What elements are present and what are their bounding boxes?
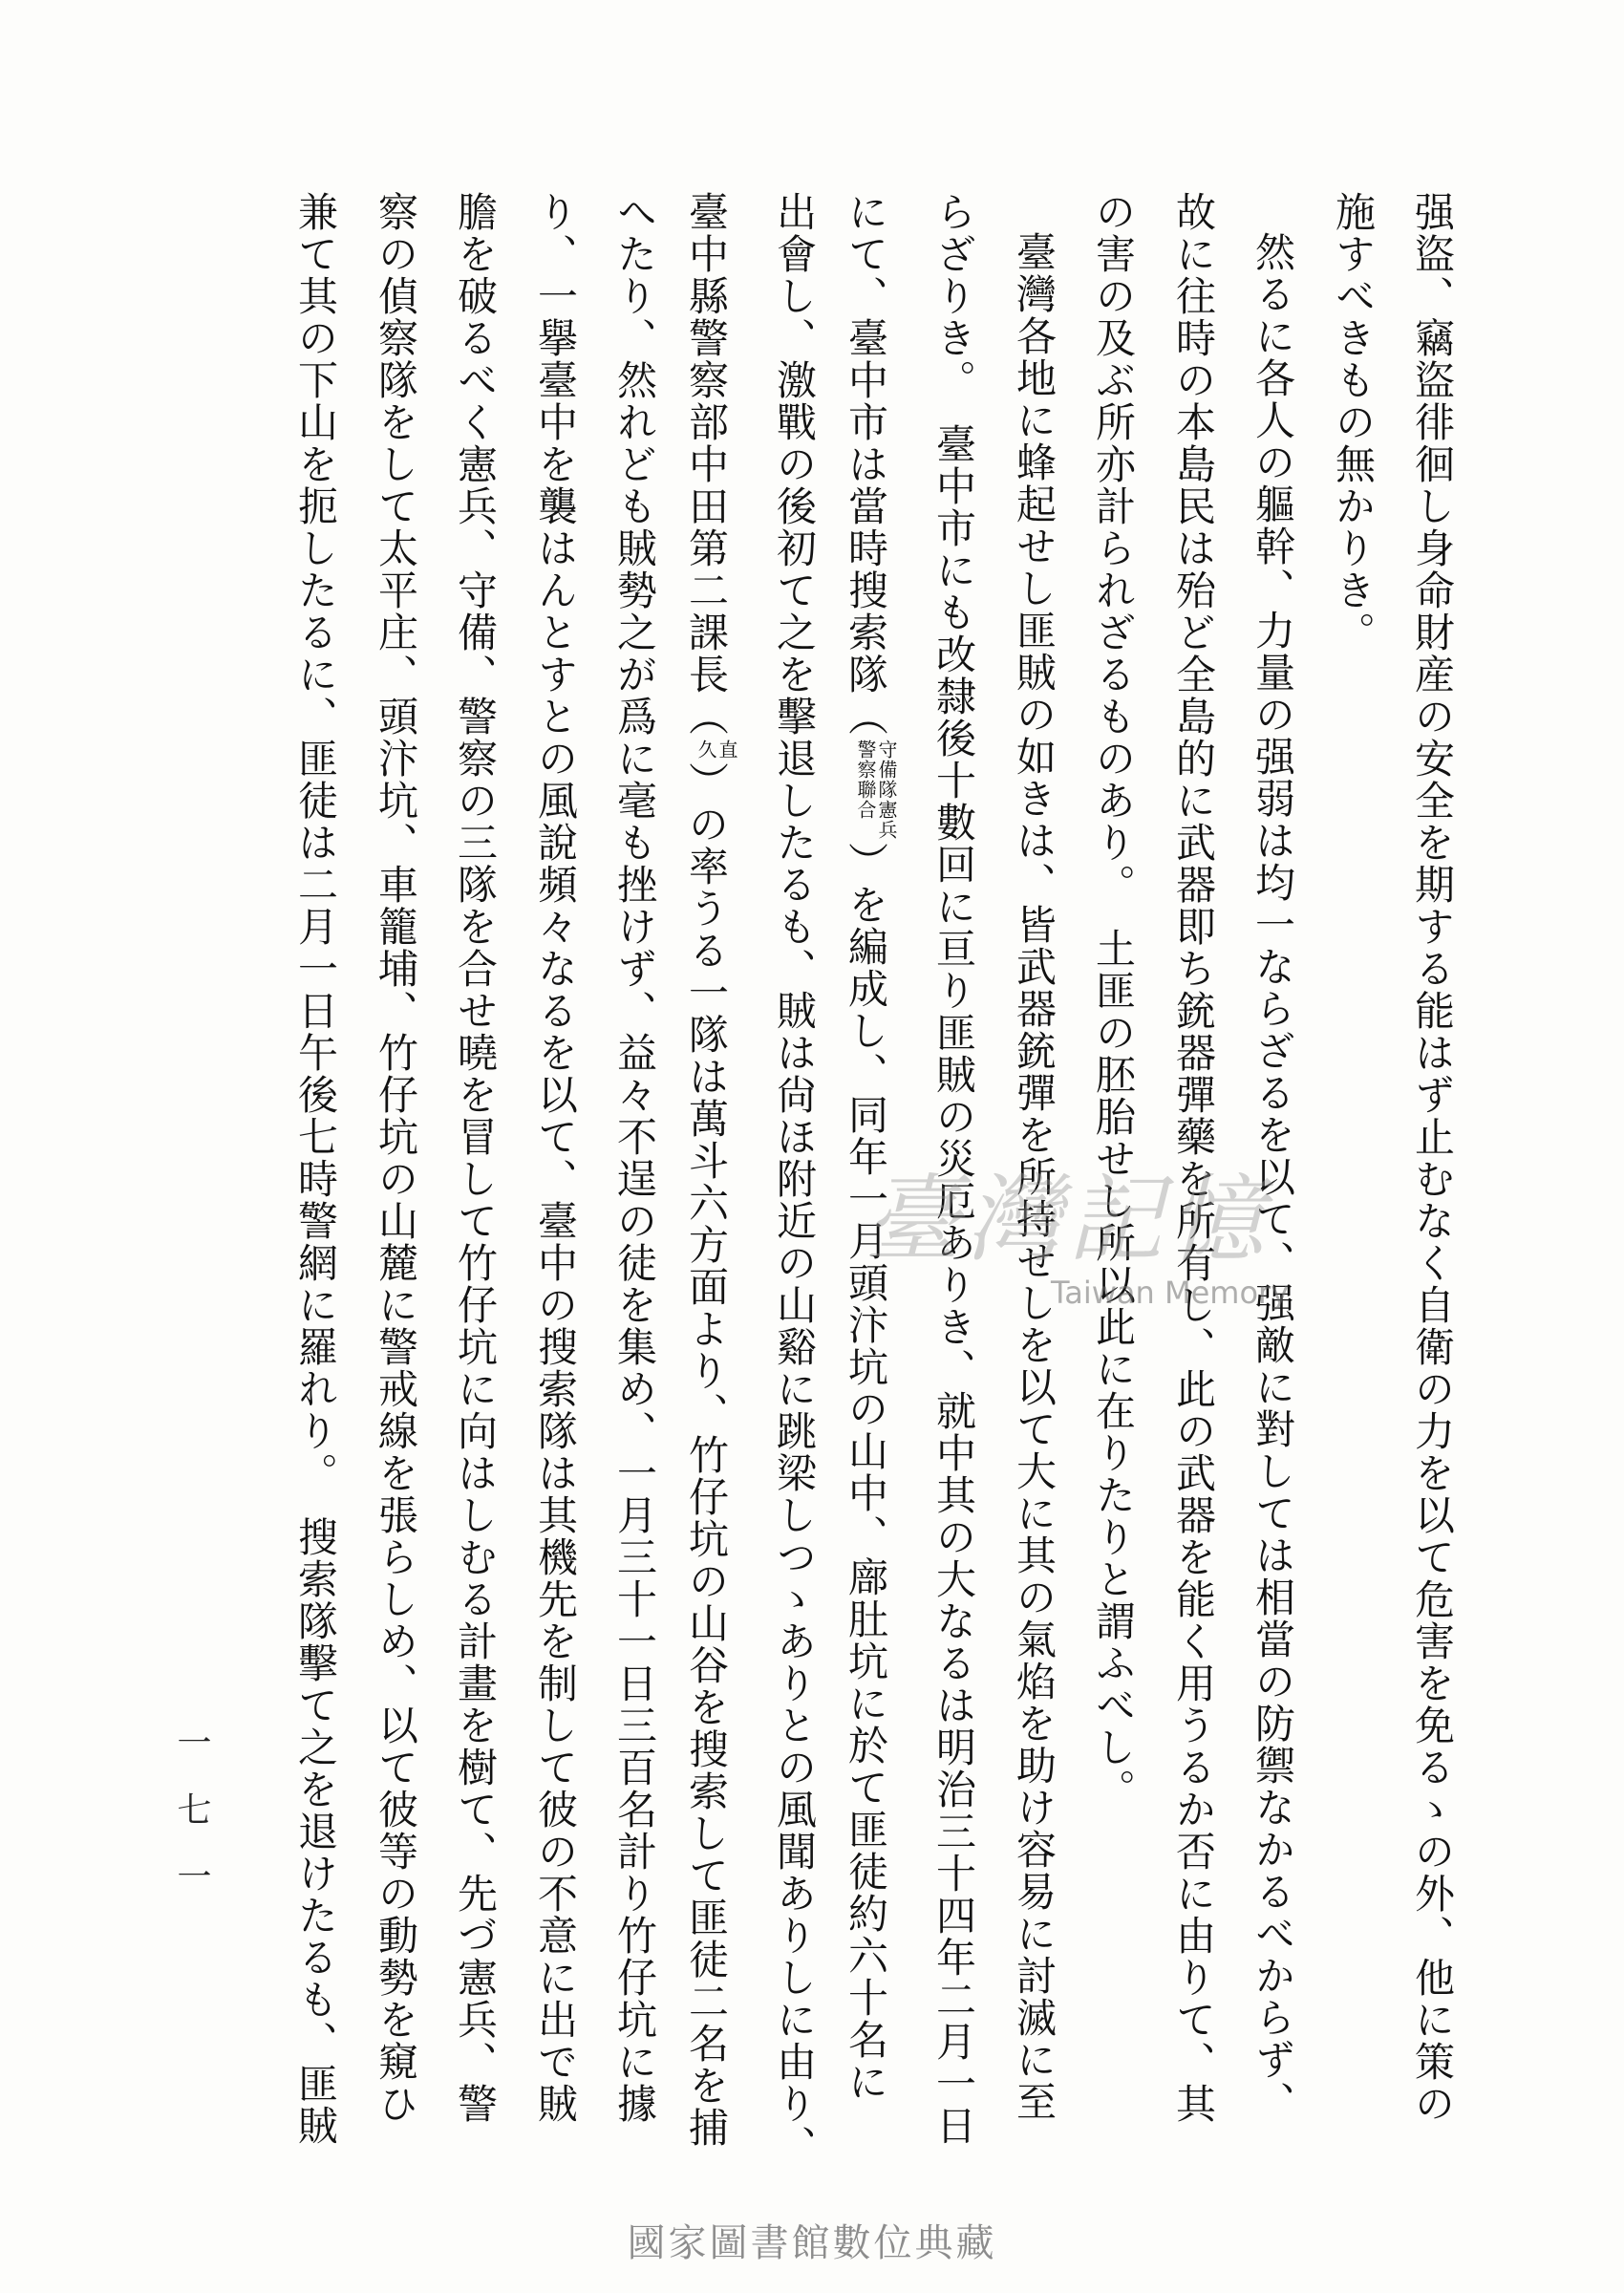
- text-column: り、一擧臺中を襲はんとすとの風說頻々なるを以て、臺中の搜索隊は其機先を制して彼の不意に出で賊: [532, 191, 579, 2125]
- text-column: 故に往時の本島民は殆ど全島的に武器即ち銃器彈藥を所有し、此の武器を能く用うるか否に由りて、其: [1170, 191, 1217, 2125]
- column-text: 臺中縣警察部中田第二課長（: [683, 191, 730, 738]
- inline-note: [695, 739, 737, 760]
- text-column: [843, 191, 898, 2207]
- text-column: 膽を破るべく憲兵、守備、警察の三隊を合せ曉を冒して竹仔坑に向はしむる計畫を樹て、先づ憲兵、警: [452, 191, 499, 2125]
- inline-note-line: 警察聯合: [854, 739, 877, 820]
- text-column: 兼て其の下山を扼したるに、匪徒は二月一日午後七時警網に羅れり。 搜索隊擊て之を退けたるも、匪賊: [292, 191, 339, 2147]
- text-column: へたり、然れども賊勢之が爲に毫も挫けず、益々不逞の徒を集め、一月三十一日三百名計り竹仔坑に據: [611, 191, 658, 2125]
- text-column: 施すべきもの無かりき。: [1330, 191, 1377, 654]
- text-column: 强盜、竊盜徘徊し身命財産の安全を期する能はず止むなく自衛の力を以て危害を免るゝの外、他に策の: [1409, 191, 1456, 2125]
- library-footer: 國家圖書館數位典藏: [627, 2221, 997, 2265]
- text-column: 察の偵察隊をして太平庄、頭汴坑、車籠埔、竹仔坑の山麓に警戒線を張らしめ、以て彼等の動勢を窺ひ: [373, 191, 419, 2125]
- page-number: 一七一: [172, 1725, 211, 1925]
- text-column: の害の及ぶ所亦計られざるものあり。 土匪の胚胎せし所以此に在りたりと謂ふべし。: [1090, 191, 1137, 1811]
- watermark-title: 臺灣記憶: [865, 1164, 1270, 1275]
- column-text: ）の率うる一隊は萬斗六方面より、竹仔坑の山谷を搜索して匪徒二名を捕: [683, 761, 730, 2149]
- inline-note: [855, 739, 897, 840]
- column-text: にて、臺中市は當時搜索隊（: [843, 191, 889, 738]
- watermark-subtitle: Taiwan Memory: [1051, 1275, 1290, 1311]
- text-column: 出會し、激戰の後初て之を擊退したるも、賊は尙ほ附近の山谿に跳梁しつゝありとの風聞ありしに由り、: [771, 191, 818, 2167]
- inline-note-line: 守備隊憲兵: [875, 739, 898, 840]
- text-column: 臺灣各地に蜂起せし匪賊の如きは、皆武器銃彈を所持せしを以て大に其の氣焰を助け容易に討滅に至: [1011, 231, 1058, 2123]
- inline-note-line: 直: [716, 739, 738, 760]
- column-text: ）を編成し、同年一月頭汴坑の山中、廍肚坑に於て匪徒約六十名に: [843, 842, 889, 2103]
- text-column: らざりき。 臺中市にも改隸後十數回に亘り匪賊の災厄ありき、就中其の大なるは明治三十四年二月一日: [930, 191, 977, 2147]
- inline-note-line: 久: [694, 739, 717, 760]
- text-column: [683, 191, 738, 2207]
- text-column: 然るに各人の軀幹、力量の强弱は均一ならざるを以て、强敵に對しては相當の防禦なかるべからず、: [1250, 231, 1296, 2123]
